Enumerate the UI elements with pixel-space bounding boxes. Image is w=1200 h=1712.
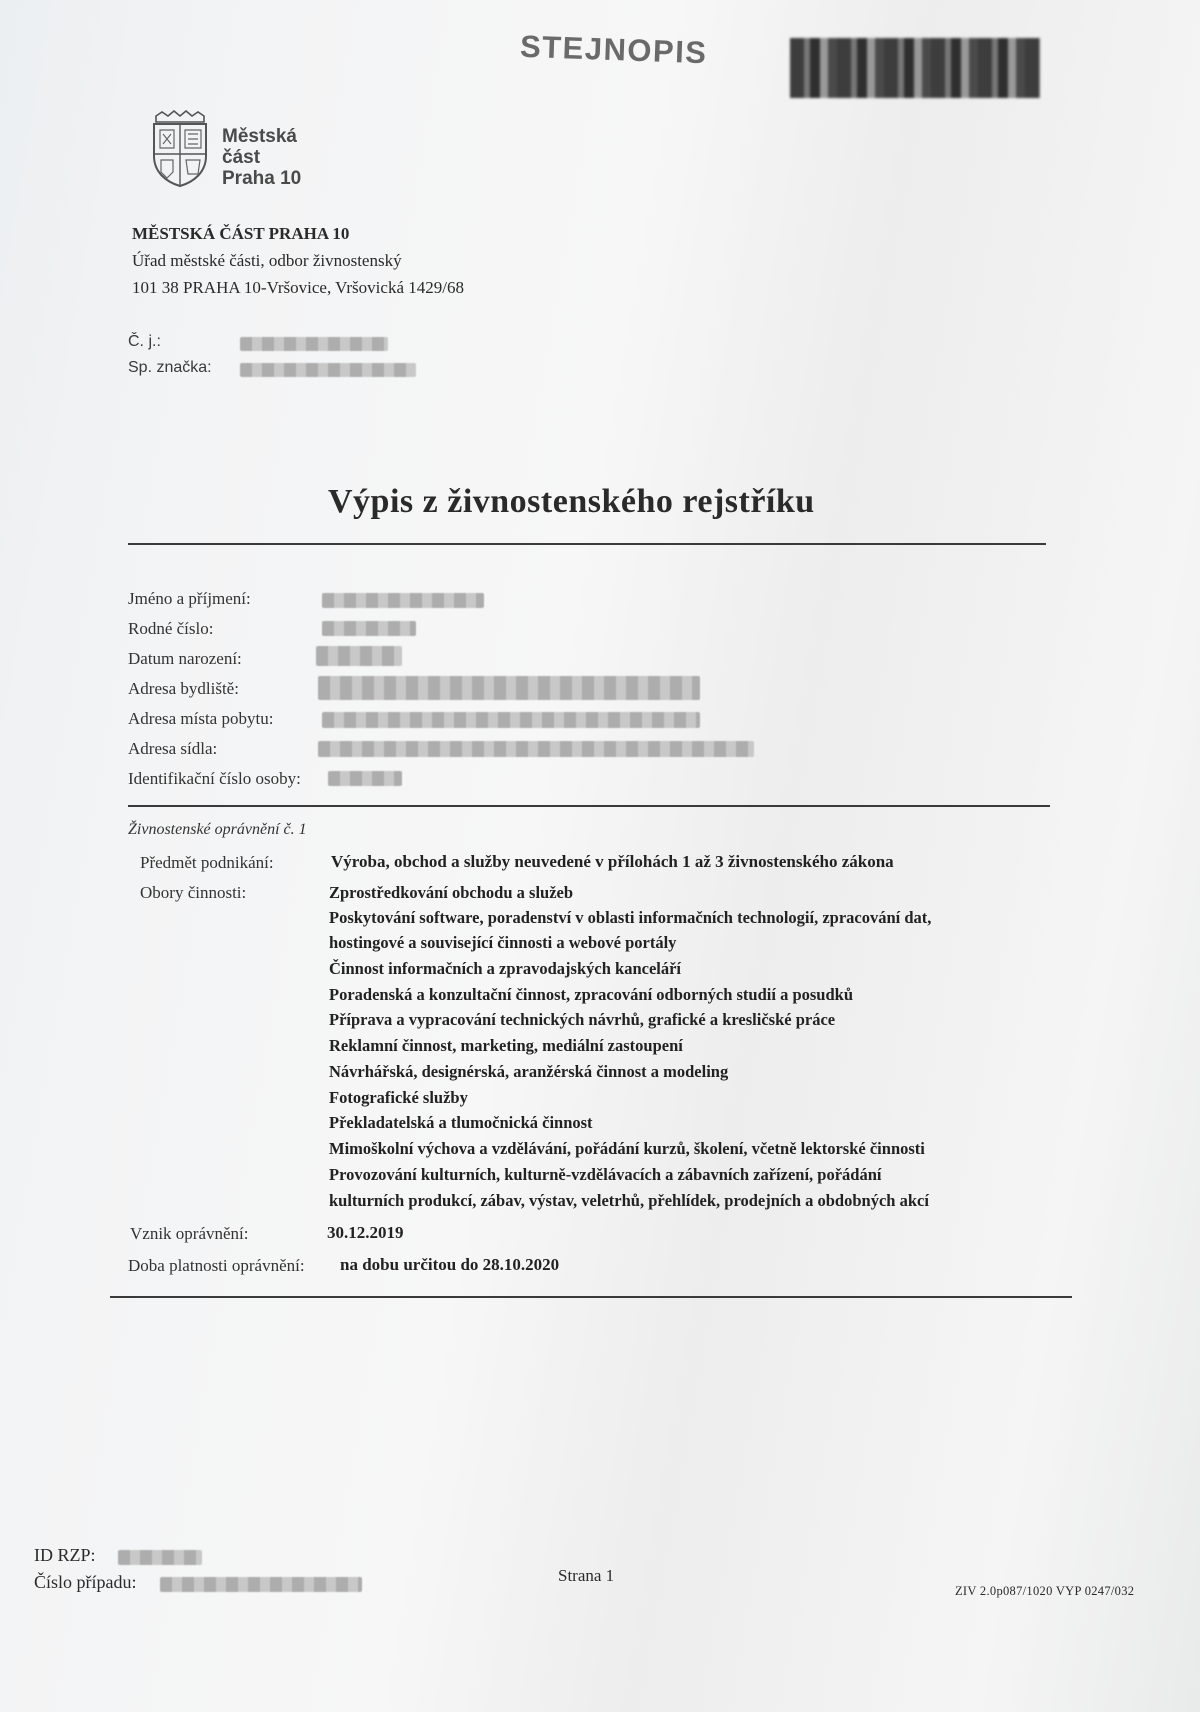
case-label: Číslo případu: bbox=[34, 1572, 137, 1592]
logo-line-2: část bbox=[222, 147, 261, 168]
residence-label: Adresa bydliště: bbox=[128, 679, 239, 698]
activity-field-8: Fotografické služby bbox=[329, 1088, 468, 1107]
person-divider bbox=[128, 805, 1050, 807]
redacted-birthdate bbox=[316, 646, 402, 666]
praha10-crest-icon bbox=[148, 110, 212, 188]
origin-value: 30.12.2019 bbox=[327, 1223, 404, 1242]
document-title: Výpis z živnostenského rejstříku bbox=[328, 483, 815, 520]
office-address: 101 38 PRAHA 10-Vršovice, Vršovická 1429/68 bbox=[132, 278, 464, 297]
page-number: Strana 1 bbox=[558, 1566, 615, 1585]
redacted-case bbox=[160, 1577, 362, 1592]
redacted-id bbox=[328, 771, 402, 786]
idrzp-label: ID RZP: bbox=[34, 1545, 96, 1565]
office-name: MĚSTSKÁ ČÁST PRAHA 10 bbox=[132, 224, 350, 243]
activity-field-3: Činnost informačních a zpravodajských kanceláří bbox=[329, 959, 682, 978]
redacted-name bbox=[322, 593, 484, 608]
license-divider bbox=[110, 1296, 1072, 1298]
activity-field-1: Zprostředkování obchodu a služeb bbox=[329, 883, 574, 902]
redacted-spznacka bbox=[240, 363, 416, 377]
logo-line-3: Praha 10 bbox=[222, 168, 302, 189]
activity-field-5: Příprava a vypracování technických návrhů, grafické a kresličské práce bbox=[329, 1010, 836, 1029]
cj-label: Č. j.: bbox=[128, 333, 161, 350]
activity-field-10: Mimoškolní výchova a vzdělávání, pořádání kurzů, školení, včetně lektorské činnosti bbox=[329, 1139, 925, 1158]
origin-label: Vznik oprávnění: bbox=[130, 1224, 249, 1243]
activity-field-6: Reklamní činnost, marketing, mediální zastoupení bbox=[329, 1036, 683, 1055]
redacted-idrzp bbox=[118, 1550, 202, 1565]
activity-field-2: Poskytování software, poradenství v oblasti informačních technologií, zpracování dat, bbox=[329, 908, 932, 927]
activity-field-4: Poradenská a konzultační činnost, zpracování odborných studií a posudků bbox=[329, 985, 853, 1004]
logo-text bbox=[222, 126, 301, 189]
title-divider bbox=[128, 543, 1046, 545]
redacted-seat bbox=[318, 741, 754, 757]
name-label: Jméno a příjmení: bbox=[128, 589, 251, 608]
redacted-barcode bbox=[790, 38, 1040, 98]
redacted-cj bbox=[240, 337, 388, 351]
birthnum-label: Rodné číslo: bbox=[128, 619, 214, 638]
seat-label: Adresa sídla: bbox=[128, 739, 218, 758]
activity-field-9: Překladatelská a tlumočnická činnost bbox=[329, 1113, 593, 1132]
activity-field-7: Návrhářská, designérská, aranžérská činnost a modeling bbox=[329, 1062, 729, 1081]
redacted-birthnum bbox=[322, 621, 416, 636]
stay-label: Adresa místa pobytu: bbox=[128, 709, 274, 728]
id-label: Identifikační číslo osoby: bbox=[128, 769, 301, 788]
redacted-stay bbox=[322, 712, 700, 728]
activity-field-11-cont: kulturních produkcí, zábav, výstav, veletrhů, přehlídek, prodejních a obdobných akcí bbox=[329, 1191, 929, 1210]
form-code: ZIV 2.0p087/1020 VYP 0247/032 bbox=[955, 1584, 1135, 1598]
spznacka-label: Sp. značka: bbox=[128, 359, 212, 376]
activity-field-2-cont: hostingové a související činnosti a webové portály bbox=[329, 933, 677, 952]
activity-field-11: Provozování kulturních, kulturně-vzdělávacích a zábavních zařízení, pořádání bbox=[329, 1165, 882, 1184]
subject-label: Předmět podnikání: bbox=[140, 853, 274, 872]
validity-label: Doba platnosti oprávnění: bbox=[128, 1256, 305, 1275]
license-section-title: Živnostenské oprávnění č. 1 bbox=[128, 821, 307, 838]
logo-line-1: Městská bbox=[222, 126, 297, 147]
birthdate-label: Datum narození: bbox=[128, 649, 242, 668]
fields-label: Obory činnosti: bbox=[140, 883, 247, 902]
subject-value: Výroba, obchod a služby neuvedené v přílohách 1 až 3 živnostenského zákona bbox=[331, 852, 894, 871]
validity-value: na dobu určitou do 28.10.2020 bbox=[340, 1255, 560, 1274]
office-department: Úřad městské části, odbor živnostenský bbox=[132, 251, 402, 270]
redacted-residence bbox=[318, 676, 700, 700]
stejnopis-stamp: STEJNOPIS bbox=[519, 28, 709, 71]
